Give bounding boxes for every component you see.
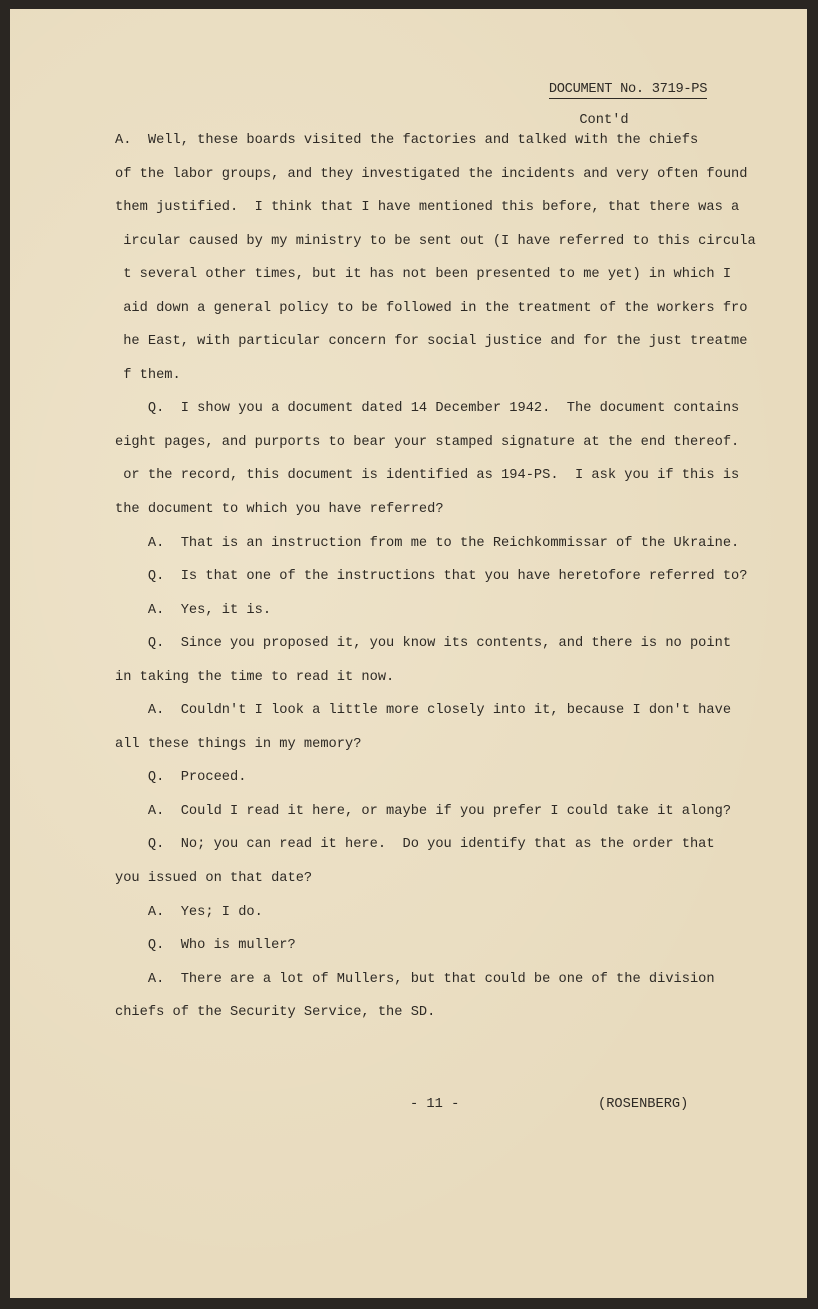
transcript-line: Q. Is that one of the instructions that you have heretofore referred to? — [115, 569, 748, 585]
transcript-line: A. There are a lot of Mullers, but that could be one of the division — [115, 971, 715, 987]
transcript-line: aid down a general policy to be followed in the treatment of the workers fro — [115, 300, 748, 316]
transcript-line: eight pages, and purports to bear your stamped signature at the end thereof. — [115, 434, 740, 450]
transcript-body — [115, 124, 756, 1030]
document-number: DOCUMENT No. 3719-PS — [548, 82, 708, 97]
transcript-line: Q. No; you can read it here. Do you identify that as the order that — [115, 837, 715, 853]
transcript-line: Q. Since you proposed it, you know its contents, and there is no point — [115, 636, 732, 652]
transcript-line: them justified. I think that I have mentioned this before, that there was a — [115, 200, 740, 216]
transcript-line: f them. — [115, 367, 181, 383]
transcript-line: A. Could I read it here, or maybe if you prefer I could take it along? — [115, 803, 732, 819]
transcript-line: the document to which you have referred? — [115, 502, 444, 518]
transcript-line: or the record, this document is identified as 194-PS. I ask you if this is — [115, 468, 740, 484]
page-number: - 11 - — [410, 1097, 460, 1112]
document-page — [10, 9, 807, 1298]
transcript-line: in taking the time to read it now. — [115, 669, 395, 685]
transcript-line: chiefs of the Security Service, the SD. — [115, 1005, 436, 1021]
transcript-line: Q. Proceed. — [115, 770, 247, 786]
transcript-line: A. Yes, it is. — [115, 602, 272, 618]
transcript-line: all these things in my memory? — [115, 736, 362, 752]
continued-label: Cont'd — [579, 113, 629, 128]
transcript-line: you issued on that date? — [115, 871, 313, 887]
transcript-line: Q. Who is muller? — [115, 938, 296, 954]
transcript-line: t several other times, but it has not been presented to me yet) in which I — [115, 267, 732, 283]
transcript-line: A. Yes; I do. — [115, 904, 263, 920]
transcript-line: of the labor groups, and they investigated the incidents and very often found — [115, 166, 748, 182]
footer-name: (ROSENBERG) — [598, 1097, 689, 1112]
transcript-line: A. Couldn't I look a little more closely into it, because I don't have — [115, 703, 732, 719]
transcript-line: ircular caused by my ministry to be sent out (I have referred to this circula — [115, 233, 756, 249]
transcript-line: he East, with particular concern for social justice and for the just treatme — [115, 334, 748, 350]
transcript-line: A. Well, these boards visited the factories and talked with the chiefs — [115, 133, 699, 148]
transcript-line: A. That is an instruction from me to the Reichkommissar of the Ukraine. — [115, 535, 740, 551]
transcript-line: Q. I show you a document dated 14 December 1942. The document contains — [115, 401, 740, 417]
